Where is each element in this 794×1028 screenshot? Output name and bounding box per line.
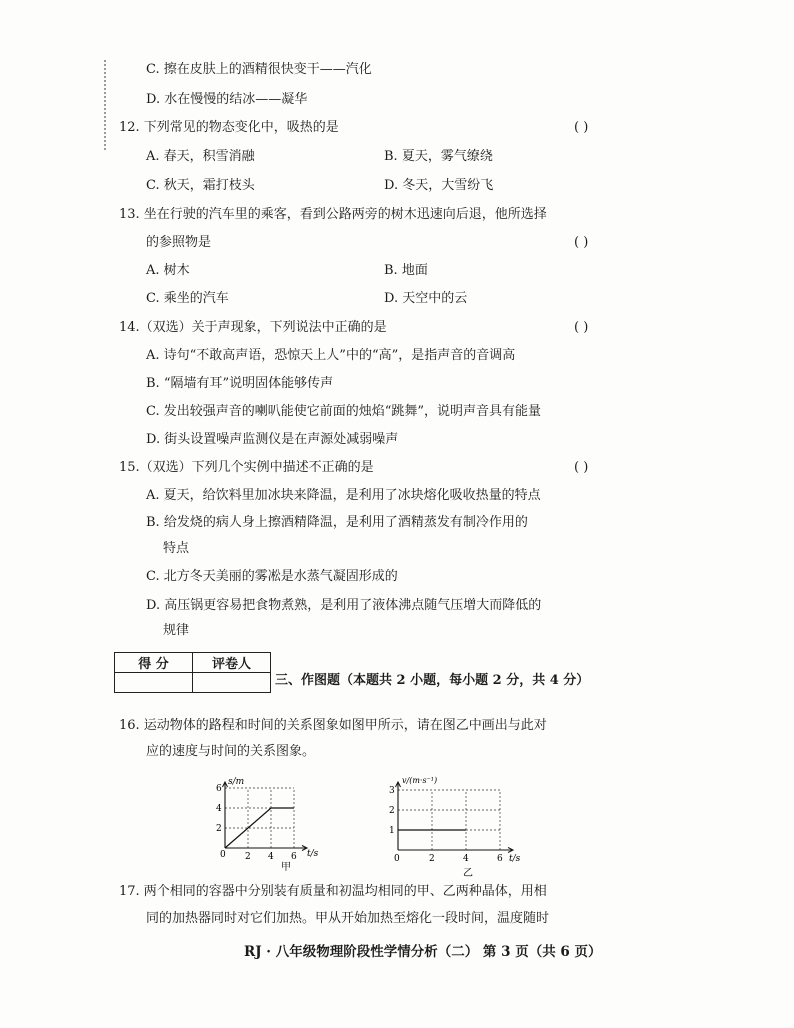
q12-option-c: C. 秋天，霜打枝头 — [146, 178, 255, 193]
score-label: 得 分 — [115, 653, 193, 673]
yi-x-tick-label: 2 — [429, 854, 435, 864]
q17-stem-line2: 同的加热器同时对它们加热。甲从开始加热至熔化一段时间，温度随时 — [146, 911, 550, 926]
q14-option-a: A. 诗句“不敢高声语，恐惊天上人”中的“高”，是指声音的音调高 — [146, 348, 516, 363]
graph-yi-xlabel: t/s — [509, 854, 521, 864]
graph-jia-origin: 0 — [220, 850, 226, 860]
yi-x-tick-label: 4 — [463, 854, 469, 864]
q16-stem-line2: 应的速度与时间的关系图象。 — [146, 744, 316, 759]
jia-y-tick-label: 4 — [216, 804, 222, 814]
yi-y-tick-label: 3 — [389, 786, 395, 796]
q12-stem: 12. 下列常见的物态变化中，吸热的是 — [119, 120, 339, 135]
graph-yi-origin: 0 — [394, 854, 400, 864]
yi-y-tick-label: 2 — [389, 806, 395, 816]
graph-jia-caption: 甲 — [281, 862, 291, 873]
jia-y-tick-label: 2 — [216, 824, 222, 834]
grader-cell[interactable] — [193, 673, 271, 693]
q15-option-b-line1: B. 给发烧的病人身上擦酒精降温，是利用了酒精蒸发有制冷作用的 — [146, 515, 528, 530]
section-3-title: 三、作图题（本题共 2 小题，每小题 2 分，共 4 分） — [275, 673, 590, 688]
q14-answer-paren: ( ) — [574, 320, 589, 335]
q12-option-b: B. 夏天，雾气缭绕 — [384, 149, 493, 164]
q14-option-b: B. “隔墙有耳”说明固体能够传声 — [146, 376, 334, 391]
q13-stem-line1: 13. 坐在行驶的汽车里的乘客，看到公路两旁的树木迅速向后退，他所选择 — [119, 207, 547, 222]
grader-label: 评卷人 — [193, 653, 271, 673]
q13-option-a: A. 树木 — [146, 263, 190, 278]
q12-option-d: D. 冬天，大雪纷飞 — [384, 178, 494, 193]
jia-x-tick-label: 4 — [268, 852, 274, 862]
graph-jia-xlabel: t/s — [307, 849, 319, 859]
q13-stem-line2: 的参照物是 — [146, 235, 212, 250]
q12-option-a: A. 春天，积雪消融 — [146, 149, 255, 164]
jia-x-tick-label: 6 — [291, 852, 297, 862]
q15-stem: 15.（双选）下列几个实例中描述不正确的是 — [119, 460, 374, 475]
graph-jia — [195, 770, 335, 880]
q15-option-d-line1: D. 高压锅更容易把食物煮熟，是利用了液体沸点随气压增大而降低的 — [146, 598, 542, 613]
score-box — [114, 652, 271, 693]
q11-option-d: D. 水在慢慢的结冰——凝华 — [146, 92, 308, 107]
q15-option-b-line2: 特点 — [163, 541, 190, 556]
q14-option-d: D. 街头设置噪声监测仪是在声源处减弱噪声 — [146, 432, 399, 447]
graph-jia-ylabel: s/m — [228, 777, 245, 787]
q13-option-c: C. 乘坐的汽车 — [146, 291, 229, 306]
q15-option-c: C. 北方冬天美丽的雾凇是水蒸气凝固形成的 — [146, 569, 398, 584]
q15-option-a: A. 夏天，给饮料里加冰块来降温，是利用了冰块熔化吸收热量的特点 — [146, 488, 541, 503]
q14-option-c: C. 发出较强声音的喇叭能使它前面的烛焰“跳舞”，说明声音具有能量 — [146, 404, 542, 419]
yi-x-tick-label: 6 — [497, 854, 503, 864]
graph-yi-ylabel: v/(m·s⁻¹) — [402, 776, 438, 785]
jia-y-tick-label: 6 — [216, 784, 222, 794]
q13-option-d: D. 天空中的云 — [384, 291, 468, 306]
q11-option-c: C. 擦在皮肤上的酒精很快变干——汽化 — [146, 62, 372, 77]
q12-answer-paren: ( ) — [574, 120, 589, 135]
page-footer: RJ · 八年级物理阶段性学情分析（二） 第 3 页（共 6 页） — [244, 944, 602, 960]
q16-stem-line1: 16. 运动物体的路程和时间的关系图象如图甲所示，请在图乙中画出与此对 — [119, 718, 547, 733]
jia-series-line — [225, 808, 294, 848]
score-cell[interactable] — [115, 673, 193, 693]
yi-y-tick-label: 1 — [389, 826, 395, 836]
q17-stem-line1: 17. 两个相同的容器中分别装有质量和初温均相同的甲、乙两种晶体，用相 — [119, 884, 547, 899]
q13-answer-paren: ( ) — [574, 235, 589, 250]
graph-yi — [375, 768, 535, 883]
q13-option-b: B. 地面 — [384, 263, 428, 278]
binding-margin-marks — [104, 60, 109, 150]
q15-answer-paren: ( ) — [574, 460, 589, 475]
q15-option-d-line2: 规律 — [163, 623, 190, 638]
jia-x-tick-label: 2 — [245, 852, 251, 862]
graph-yi-caption: 乙 — [463, 868, 473, 879]
q14-stem: 14.（双选）关于声现象，下列说法中正确的是 — [119, 320, 387, 335]
